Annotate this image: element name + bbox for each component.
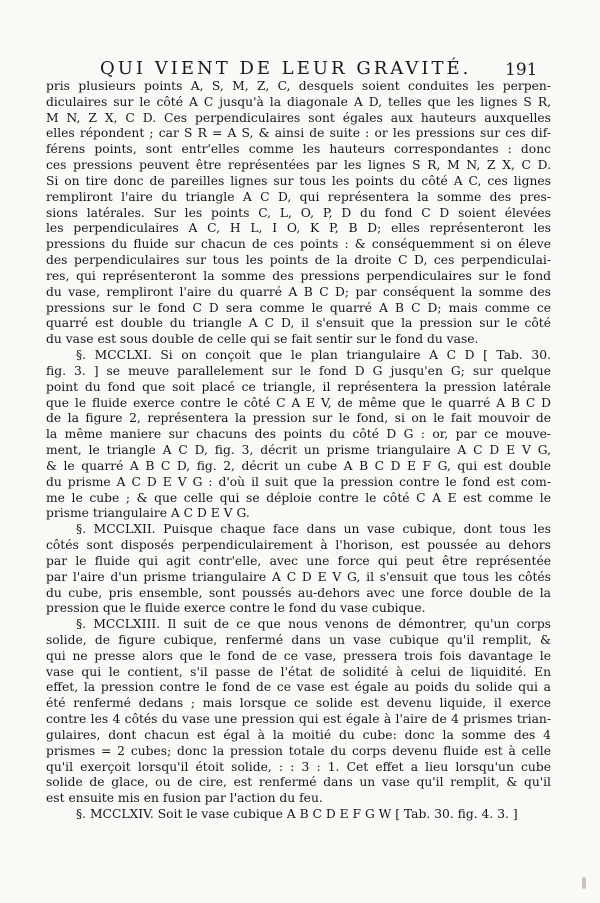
text-line: sions latérales. Sur les points C, L, O, P, D du fond C D soient élevées [46, 205, 551, 220]
text-line: rempliront l'aire du triangle A C D, qui représentera la somme des pres- [46, 189, 551, 204]
paper-mark [582, 877, 586, 889]
text-line: quarré est double du triangle A C D, il s'ensuit que la pression sur le côté [46, 316, 551, 331]
text-line: me le cube ; & que celle qui se déploie contre le côté C A E est comme le [46, 490, 551, 505]
text-line: solide de glace, ou de cire, est renfermé dans un vase qu'il remplit, & qu'il [46, 775, 551, 790]
text-line: res, qui représenteront la somme des pressions perpendiculaires sur le fond [46, 268, 551, 283]
text-line: solide, de figure cubique, renfermé dans un vase cubique qu'il remplit, & [46, 632, 551, 647]
text-line: que le fluide exerce contre le côté C A E V, de même que le quarré A B C D [46, 395, 551, 410]
text-line: férens points, sont entr'elles comme les hauteurs correspondantes : donc [46, 142, 551, 157]
text-line: qu'il exerçoit lorsqu'il étoit solide, : : 3 : 1. Cet effet a lieu lorsqu'un cube [46, 759, 551, 774]
text-line: été renfermé dedans ; mais lorsque ce solide est devenu liquide, il exerce [46, 696, 551, 711]
body-text [46, 79, 551, 823]
text-line: §. MCCLXII. Puisque chaque face dans un vase cubique, dont tous les [76, 522, 551, 537]
text-line: est ensuite mis en fusion par l'action du feu. [46, 791, 323, 806]
text-line: ces pressions peuvent être représentées par les lignes S R, M N, Z X, C D. [46, 158, 551, 173]
text-line: qui ne presse alors que le fond de ce vase, pressera trois fois davantage le [46, 648, 551, 663]
text-line: prisme triangulaire A C D E V G. [46, 506, 250, 521]
paragraph [46, 79, 551, 348]
text-line: §. MCCLXIII. Il suit de ce que nous venons de démontrer, qu'un corps [76, 617, 551, 632]
text-line: côtés sont disposés perpendiculairement à l'horison, est poussée au dehors [46, 538, 551, 553]
text-line: M N, Z X, C D. Ces perpendiculaires sont égales aux hauteurs auxquelles [46, 110, 551, 125]
text-line: §. MCCLXIV. Soit le vase cubique A B C D E F G W [ Tab. 30. fig. 4. 3. ] [76, 807, 518, 822]
text-line: de la figure 2, représentera la pression sur le fond, si on le fait mouvoir de [46, 411, 551, 426]
text-line: fig. 3. ] se meuve parallelement sur le fond D G jusqu'en G; sur quelque [46, 363, 551, 378]
text-line: prismes = 2 cubes; donc la pression totale du corps devenu fluide est à celle [46, 743, 551, 758]
text-line: §. MCCLXI. Si on conçoit que le plan triangulaire A C D [ Tab. 30. [76, 348, 551, 363]
running-title: QUI VIENT DE LEUR GRAVITÉ. [100, 58, 472, 79]
text-line: Si on tire donc de pareilles lignes sur tous les points du côté A C, ces lignes [46, 173, 551, 188]
paragraph [46, 617, 551, 807]
text-line: & le quarré A B C D, fig. 2, décrit un cube A B C D E F G, qui est double [46, 458, 551, 473]
text-line: effet, la pression contre le fond de ce vase est égale au poids du solide qui a [46, 680, 551, 695]
text-line: contre les 4 côtés du vase une pression qui est égale à l'aire de 4 prismes trian- [46, 712, 551, 727]
text-line: du vase, rempliront l'aire du quarré A B C D; par conséquent la somme des [46, 284, 551, 299]
text-line: la même maniere sur chacuns des points du côté D G : or, par ce mouve- [46, 427, 551, 442]
text-line: elles répondent ; car S R = A S, & ainsi de suite : or les pressions sur ces dif- [46, 126, 551, 141]
text-line: gulaires, dont chacun est égal à la moitié du cube: donc la somme des 4 [46, 727, 551, 742]
text-line: du vase est sous double de celle qui se fait sentir sur le fond du vase. [46, 332, 479, 347]
text-line: des perpendiculaires sur tous les points de la droite C D, ces perpendiculai- [46, 253, 551, 268]
text-line: pressions du fluide sur chacun de ces points : & conséquemment si on éleve [46, 237, 551, 252]
text-line: pris plusieurs points A, S, M, Z, C, desquels soient conduites les perpen- [46, 79, 551, 93]
text-line: vase qui le contient, s'il passe de l'état de solidité à celui de liquidité. En [46, 664, 551, 679]
text-line: diculaires sur le côté A C jusqu'à la diagonale A D, telles que les lignes S R, [46, 94, 551, 109]
text-line: par le fluide qui agit contr'elle, avec une force qui peut être représentée [46, 553, 551, 568]
text-line: point du fond que soit placé ce triangle, il représentera la pression latérale [46, 379, 551, 394]
text-line: par l'aire d'un prisme triangulaire A C D E V G, il s'ensuit que tous les côtés [46, 569, 551, 584]
text-line: pression que le fluide exerce contre le fond du vase cubique. [46, 601, 426, 616]
paragraph [46, 348, 551, 522]
paragraph [46, 522, 551, 617]
text-line: les perpendiculaires A C, H L, I O, K P, B D; elles représenteront les [46, 221, 551, 236]
text-line: du prisme A C D E V G : d'où il suit que la pression contre le fond est com- [46, 474, 551, 489]
text-line: du cube, pris ensemble, sont poussés au-dehors avec une force double de la [46, 585, 551, 600]
text-line: ment, le triangle A C D, fig. 3, décrit un prisme triangulaire A C D E V G, [46, 443, 551, 458]
paragraph [46, 807, 551, 823]
text-line: pressions sur le fond C D sera comme le quarré A B C D; mais comme ce [46, 300, 551, 315]
page-number: 191 [505, 60, 538, 80]
